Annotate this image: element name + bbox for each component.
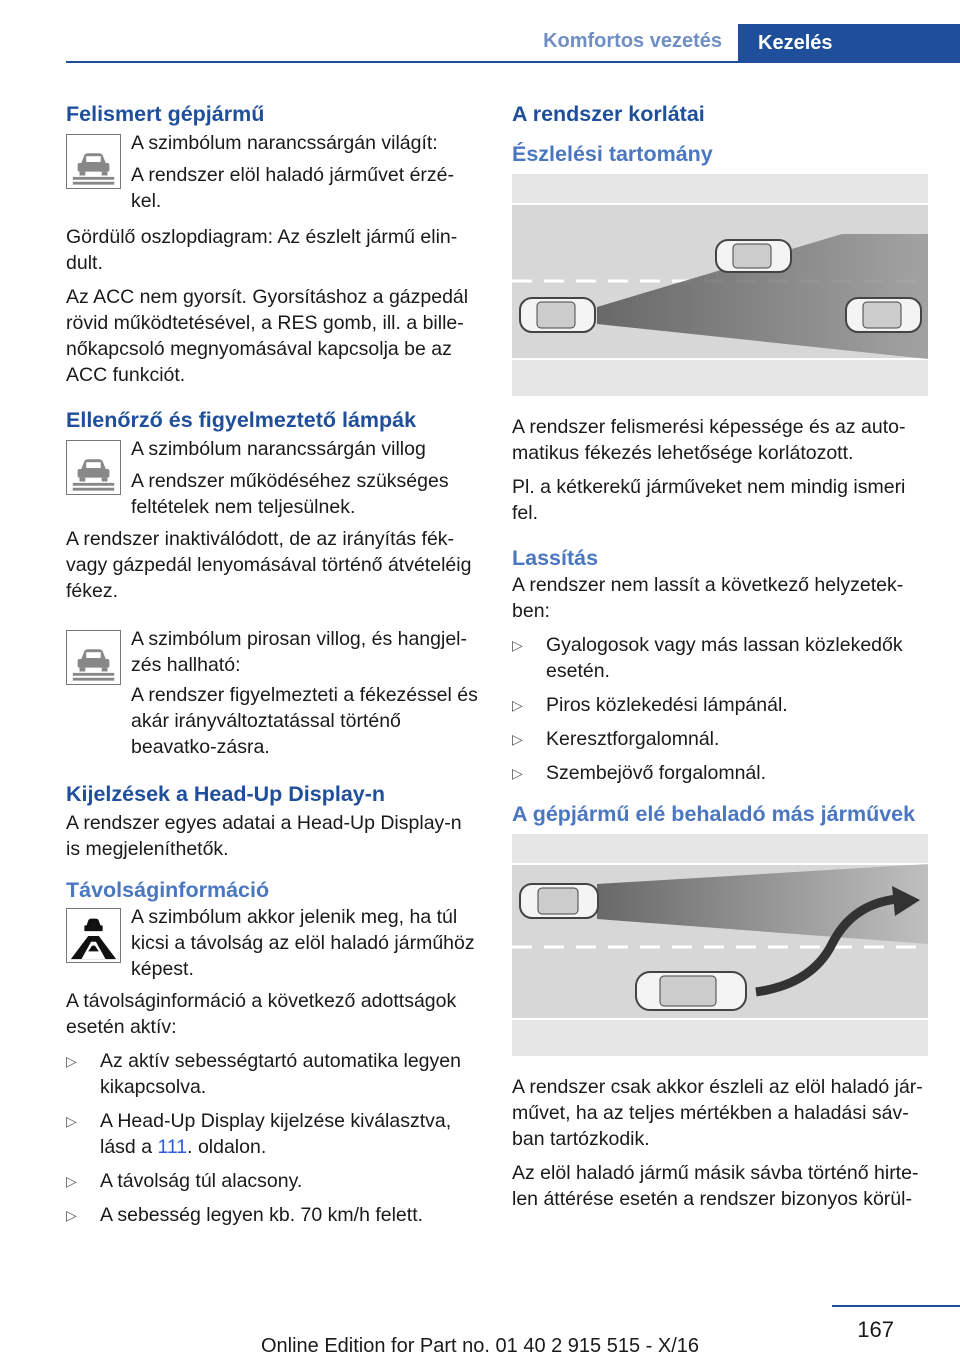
list-marker-icon: ▷: [512, 637, 523, 653]
symbol-block-recognized: [66, 130, 479, 214]
paragraph-inactive: A rendszer inaktiválódott, de az irányítás fék-vagy gázpedál lenyomásával történő átvételéig fékez.: [66, 528, 472, 602]
paragraph-acc: Az ACC nem gyorsít. Gyorsításhoz a gázpedál rövid működtetésével, a RES gomb, ill. a bille-nőkapcsoló megnyomásával kapcsolja be az ACC funkciót.: [66, 286, 469, 386]
paragraph-cut-in-2: Az elöl haladó jármű másik sávba történő hirte-len áttérése esetén a rendszer bizonyos körül-: [512, 1162, 919, 1210]
paragraph-deceleration: A rendszer nem lassít a következő helyzetek-ben:: [512, 574, 904, 622]
list-item: ▷ Piros közlekedési lámpánál.: [512, 694, 788, 716]
symbol4-text: A szimbólum akkor jelenik meg, ha túl kicsi a távolság az elöl haladó járműhöz képest.: [131, 906, 475, 980]
symbol-block-distance: [66, 904, 479, 982]
car-ahead-icon: [716, 240, 791, 272]
heading-cut-in-vehicles: A gépjármű elé behaladó más járművek: [512, 802, 916, 826]
vehicle-warning-icon: [66, 440, 121, 495]
heading-detection-range: Észlelési tartomány: [512, 142, 713, 166]
paragraph-cut-in-1: A rendszer csak akkor észleli az elöl haladó jár-művet, ha az teljes mértékben a haladási sáv-ban tartózkodik.: [512, 1076, 923, 1150]
own-car-icon: [520, 884, 598, 918]
list-marker-icon: ▷: [66, 1053, 77, 1069]
list-item: ▷ Gyalogosok vagy más lassan közlekedők esetén.: [512, 634, 903, 682]
symbol1-text-2: A rendszer elöl haladó járművet érzé-kel.: [131, 164, 454, 212]
heading-deceleration: Lassítás: [512, 546, 599, 570]
header-chapter-tab: Kezelés: [738, 24, 960, 63]
list-item: ▷ A távolság túl alacsony.: [66, 1170, 303, 1192]
left-column: [66, 100, 479, 1236]
paragraph-range-2: Pl. a kétkerekű járműveket nem mindig ismeri fel.: [512, 476, 906, 524]
header-section: Komfortos vezetés: [543, 30, 722, 52]
footer-rule: [832, 1305, 960, 1307]
list-item: ▷ Szembejövő forgalomnál.: [512, 762, 767, 784]
list-item: ▷ Az aktív sebességtartó automatika legyen kikapcsolva.: [66, 1050, 461, 1098]
heading-system-limits: A rendszer korlátai: [512, 102, 705, 126]
detection-range-illustration: [512, 174, 928, 396]
list-marker-icon: ▷: [512, 731, 523, 747]
paragraph-bar-graph: Gördülő oszlopdiagram: Az észlelt jármű elin-dult.: [66, 226, 458, 274]
symbol-block-lamps: [66, 436, 479, 520]
vehicle-alert-icon: [66, 630, 121, 685]
symbol-block-red: [66, 626, 479, 684]
symbol2-text-1: A szimbólum narancssárgán villog: [131, 438, 426, 460]
symbol3-text-2: A rendszer figyelmezteti a fékezéssel és akár irányváltoztatással történő beavatko-zásra.: [131, 684, 478, 758]
cutting-in-car-icon: [636, 972, 746, 1010]
list-marker-icon: ▷: [66, 1113, 77, 1129]
list-item: ▷ Keresztforgalomnál.: [512, 728, 720, 750]
car-ahead-second-icon: [846, 298, 921, 332]
distance-warning-icon: [66, 908, 121, 963]
list-marker-icon: ▷: [512, 765, 523, 781]
symbol2-text-2: A rendszer működéséhez szükséges feltételek nem teljesülnek.: [131, 470, 449, 518]
paragraph-hud: A rendszer egyes adatai a Head-Up Display-n is megjeleníthetők.: [66, 812, 462, 860]
list-marker-icon: ▷: [512, 697, 523, 713]
right-column: [512, 100, 928, 1220]
list-item: ▷ A sebesség legyen kb. 70 km/h felett.: [66, 1204, 424, 1226]
heading-recognized-vehicle: Felismert gépjármű: [66, 102, 265, 126]
deceleration-list: [512, 632, 928, 786]
list-marker-icon: ▷: [66, 1207, 77, 1223]
footer-edition: Online Edition for Part no. 01 40 2 915 515 - X/16: [260, 1335, 700, 1357]
own-car-icon: [520, 298, 595, 332]
heading-hud: Kijelzések a Head-Up Display-n: [66, 782, 386, 806]
cut-in-illustration: [512, 834, 928, 1056]
vehicle-detected-icon: [66, 134, 121, 189]
paragraph-active-conditions: A távolságinformáció a következő adottságok esetén aktív:: [66, 990, 457, 1038]
page-link[interactable]: 111: [157, 1136, 188, 1158]
list-marker-icon: ▷: [66, 1173, 77, 1189]
heading-distance-info: Távolságinformáció: [66, 878, 270, 902]
symbol1-text-1: A szimbólum narancssárgán világít:: [131, 132, 438, 154]
page-number: 167: [857, 1317, 894, 1342]
symbol3-text-1: A szimbólum pirosan villog, és hangjel-zés hallható:: [131, 628, 467, 676]
list-item: ▷ A Head-Up Display kijelzése kiválasztva, lásd a 111. oldalon.: [66, 1110, 452, 1158]
distance-conditions-list: [66, 1048, 479, 1228]
paragraph-range-1: A rendszer felismerési képessége és az auto-matikus fékezés lehetősége korlátozott.: [512, 416, 906, 464]
heading-indicator-lamps: Ellenőrző és figyelmeztető lámpák: [66, 408, 417, 432]
